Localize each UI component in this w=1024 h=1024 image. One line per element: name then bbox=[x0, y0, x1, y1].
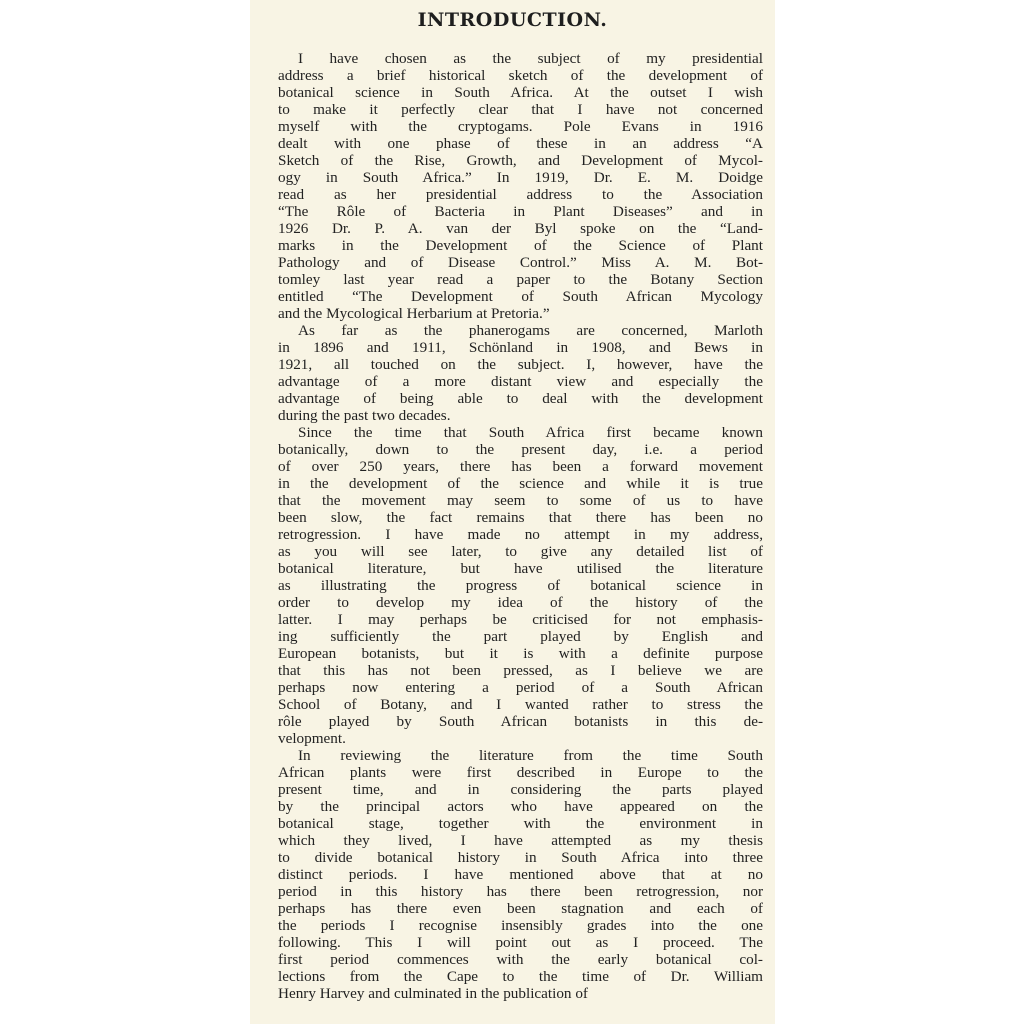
text-line: perhaps has there even been stagnation and each of bbox=[278, 900, 763, 917]
text-line: I have chosen as the subject of my presidential bbox=[298, 50, 763, 67]
body-text bbox=[278, 50, 763, 1002]
text-line: the periods I recognise insensibly grades into the one bbox=[278, 917, 763, 934]
paragraph bbox=[278, 424, 763, 747]
text-line: ogy in South Africa.” In 1919, Dr. E. M. Doidge bbox=[278, 169, 763, 186]
text-line: ing sufficiently the part played by English and bbox=[278, 628, 763, 645]
text-line: as illustrating the progress of botanical science in bbox=[278, 577, 763, 594]
text-line: and the Mycological Herbarium at Pretoria.” bbox=[278, 305, 550, 322]
text-line: address a brief historical sketch of the development of bbox=[278, 67, 763, 84]
text-line: present time, and in considering the parts played bbox=[278, 781, 763, 798]
text-line: period in this history has there been retrogression, nor bbox=[278, 883, 763, 900]
text-line: in 1896 and 1911, Schönland in 1908, and Bews in bbox=[278, 339, 763, 356]
text-line: retrogression. I have made no attempt in my address, bbox=[278, 526, 763, 543]
page-title: INTRODUCTION. bbox=[417, 9, 608, 31]
text-line: perhaps now entering a period of a South African bbox=[278, 679, 763, 696]
text-line: to make it perfectly clear that I have not concerned bbox=[278, 101, 763, 118]
text-line: lections from the Cape to the time of Dr. William bbox=[278, 968, 763, 985]
text-line: velopment. bbox=[278, 730, 346, 747]
text-line: botanical science in South Africa. At the outset I wish bbox=[278, 84, 763, 101]
text-line: which they lived, I have attempted as my thesis bbox=[278, 832, 763, 849]
text-line: Pathology and of Disease Control.” Miss A. M. Bot- bbox=[278, 254, 763, 271]
text-line: botanical literature, but have utilised the literature bbox=[278, 560, 763, 577]
text-line: rôle played by South African botanists in this de- bbox=[278, 713, 763, 730]
text-line: latter. I may perhaps be criticised for not emphasis- bbox=[278, 611, 763, 628]
text-line: in the development of the science and while it is true bbox=[278, 475, 763, 492]
text-line: In reviewing the literature from the time South bbox=[298, 747, 763, 764]
paragraph bbox=[278, 50, 763, 322]
text-line: 1926 Dr. P. A. van der Byl spoke on the “Land- bbox=[278, 220, 763, 237]
text-line: first period commences with the early botanical col- bbox=[278, 951, 763, 968]
paragraph bbox=[278, 322, 763, 424]
text-line: myself with the cryptogams. Pole Evans in 1916 bbox=[278, 118, 763, 135]
text-line: African plants were first described in Europe to the bbox=[278, 764, 763, 781]
text-line: entitled “The Development of South African Mycology bbox=[278, 288, 763, 305]
text-line: “The Rôle of Bacteria in Plant Diseases” and in bbox=[278, 203, 763, 220]
text-line: by the principal actors who have appeared on the bbox=[278, 798, 763, 815]
text-line: Henry Harvey and culminated in the publication of bbox=[278, 985, 588, 1002]
text-line: 1921, all touched on the subject. I, however, have the bbox=[278, 356, 763, 373]
text-line: order to develop my idea of the history of the bbox=[278, 594, 763, 611]
text-line: botanically, down to the present day, i.e. a period bbox=[278, 441, 763, 458]
text-line: tomley last year read a paper to the Botany Section bbox=[278, 271, 763, 288]
text-line: as you will see later, to give any detailed list of bbox=[278, 543, 763, 560]
text-line: that the movement may seem to some of us to have bbox=[278, 492, 763, 509]
text-line: As far as the phanerogams are concerned, Marloth bbox=[298, 322, 763, 339]
document-page bbox=[250, 0, 775, 1024]
text-line: to divide botanical history in South Africa into three bbox=[278, 849, 763, 866]
text-line: read as her presidential address to the Association bbox=[278, 186, 763, 203]
text-line: Since the time that South Africa first became known bbox=[298, 424, 763, 441]
text-line: of over 250 years, there has been a forward movement bbox=[278, 458, 763, 475]
text-line: advantage of being able to deal with the development bbox=[278, 390, 763, 407]
text-line: during the past two decades. bbox=[278, 407, 451, 424]
text-line: that this has not been pressed, as I believe we are bbox=[278, 662, 763, 679]
text-line: Sketch of the Rise, Growth, and Development of Mycol- bbox=[278, 152, 763, 169]
text-line: European botanists, but it is with a definite purpose bbox=[278, 645, 763, 662]
text-line: advantage of a more distant view and especially the bbox=[278, 373, 763, 390]
text-line: following. This I will point out as I proceed. The bbox=[278, 934, 763, 951]
text-line: dealt with one phase of these in an address “A bbox=[278, 135, 763, 152]
paragraph bbox=[278, 747, 763, 1002]
text-line: marks in the Development of the Science of Plant bbox=[278, 237, 763, 254]
text-line: botanical stage, together with the environment in bbox=[278, 815, 763, 832]
text-line: School of Botany, and I wanted rather to stress the bbox=[278, 696, 763, 713]
text-line: been slow, the fact remains that there has been no bbox=[278, 509, 763, 526]
text-line: distinct periods. I have mentioned above that at no bbox=[278, 866, 763, 883]
